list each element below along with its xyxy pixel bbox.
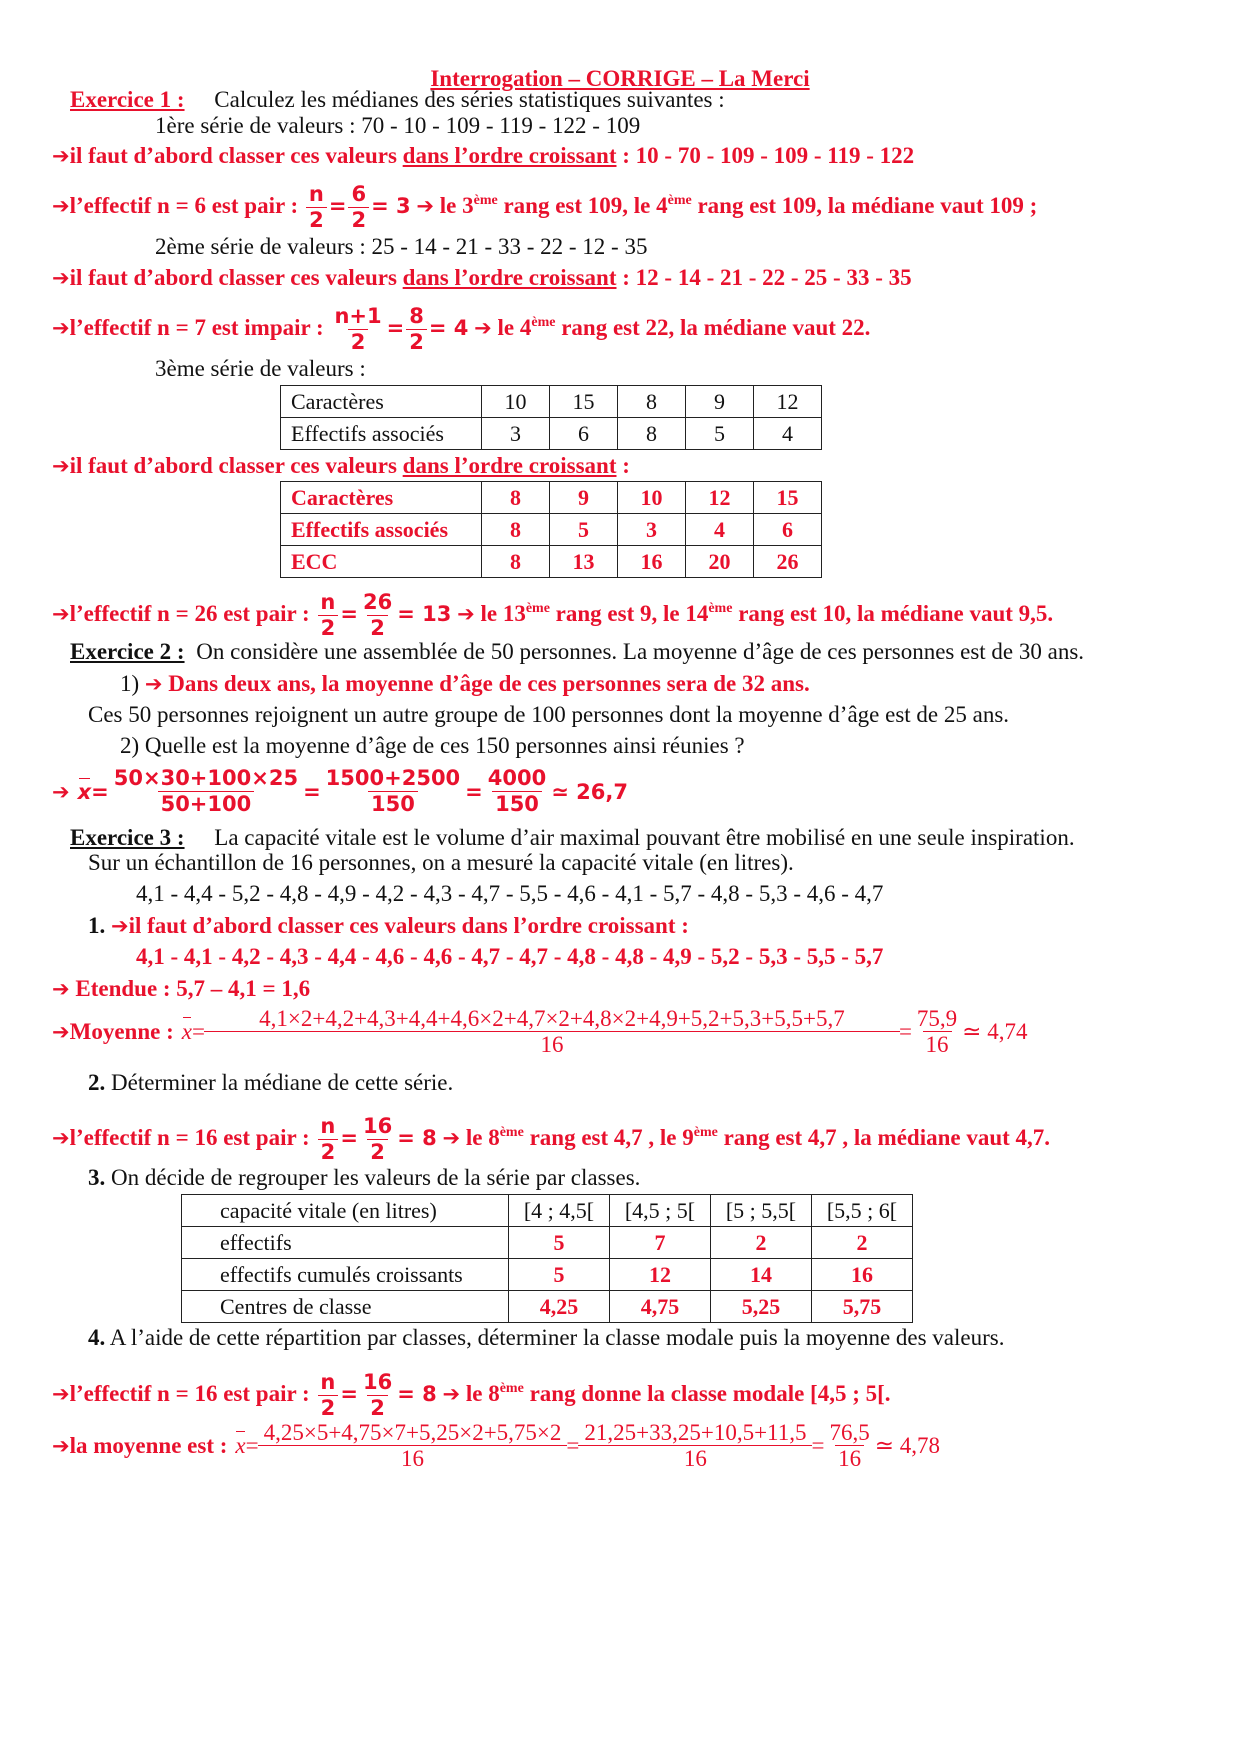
ex3-sorted: 4,1 - 4,1 - 4,2 - 4,3 - 4,4 - 4,6 - 4,6 - 4,7 - 4,7 - 4,8 - 4,8 - 4,9 - 5,2 - 5,3 - 5,5 - 5,7 bbox=[136, 944, 884, 969]
arrow-icon: ➔ bbox=[442, 1381, 461, 1406]
ex2-answer: ➔ x = $\frac{50\times 30+100\times 25}{50+100}$ = $\frac{1500+2500}{150}$ = $\frac{4000}{150}$ ≃ 26,7 bbox=[52, 766, 628, 816]
fraction: $\frac{4000}{150}$ bbox=[487, 766, 547, 816]
sorted-table bbox=[280, 481, 822, 578]
fraction: $\frac{75,9}{16}$ bbox=[916, 1006, 958, 1057]
arrow-icon: ➔ bbox=[52, 1381, 70, 1406]
ex3-q4: 4. A l’aide de cette répartition par classes, déterminer la classe modale puis la moyenne des valeurs. bbox=[88, 1325, 1005, 1350]
table-row: effectifs cumulés croissants 5 12 14 16 bbox=[182, 1259, 913, 1291]
ex3-q2: 2. Déterminer la médiane de cette série. bbox=[88, 1070, 454, 1095]
arrow-icon: ➔ bbox=[457, 601, 475, 626]
ex3-modale: ➔l’effectif n = 16 est pair : $\frac{n}{2}$ = $\frac{16}{2}$ = 8 ➔ le 8ème rang donne la classe modale [4,5 ; 5[. bbox=[52, 1370, 891, 1420]
fraction: $\frac{8}{2}$ bbox=[406, 304, 427, 355]
ex3-header bbox=[70, 824, 1075, 852]
arrow-icon: ➔ bbox=[111, 914, 129, 938]
ex2-header bbox=[70, 638, 1084, 666]
fraction: $\frac{n}{2}$ bbox=[317, 1114, 338, 1165]
fraction: $\frac{16}{2}$ bbox=[362, 1370, 393, 1420]
arrow-icon: ➔ bbox=[52, 315, 70, 340]
table-row: Centres de classe 4,25 4,75 5,25 5,75 bbox=[182, 1291, 913, 1323]
fraction: $\frac{4,25\times 5+4,75\times 7+5,25\times 2+5,75\times 2}{16}$ bbox=[261, 1420, 565, 1471]
arrow-icon: ➔ bbox=[52, 977, 70, 1001]
arrow-icon: ➔ bbox=[52, 454, 70, 478]
ex3-label: Exercice 3 : bbox=[70, 825, 185, 850]
ex1-s3-effectif: ➔l’effectif n = 26 est pair : $\frac{n}{2}$ = $\frac{26}{2}$ = 13 ➔ le 13ème rang est 9, le 14ème rang est 10, la médiane vaut 9,5. bbox=[52, 590, 1054, 640]
ex2-label: Exercice 2 : bbox=[70, 639, 185, 664]
ex2-statement: On considère une assemblée de 50 personnes. La moyenne d’âge de ces personnes est de 30 ans. bbox=[196, 639, 1085, 664]
ex3-values: 4,1 - 4,4 - 5,2 - 4,8 - 4,9 - 4,2 - 4,3 - 4,7 - 5,5 - 4,6 - 4,1 - 5,7 - 4,8 - 5,3 - 4,6 - 4,7 bbox=[136, 881, 884, 906]
arrow-icon: ➔ bbox=[52, 1019, 70, 1044]
ex3-etendue: ➔ Etendue : 5,7 – 4,1 = 1,6 bbox=[52, 976, 311, 1001]
ex2-q2: 2) Quelle est la moyenne d’âge de ces 150 personnes ainsi réunies ? bbox=[120, 733, 745, 758]
ex2-text: Ces 50 personnes rejoignent un autre groupe de 100 personnes dont la moyenne d’âge est de 25 ans. bbox=[88, 702, 1010, 727]
arrow-icon: ➔ bbox=[52, 1125, 70, 1150]
ex3-moyenne: ➔ Moyenne : x = $\frac{4,1\times 2+4,2+4,3+4,4+4,6\times 2+4,7\times 2+4,8\times 2+4,9+5,2+5,3+5,5+5,7}{16}$ = $\frac{75,9}{16}$ ≃ 4,74 bbox=[52, 1006, 1028, 1057]
ex3-q3: 3. On décide de regrouper les valeurs de la série par classes. bbox=[88, 1165, 641, 1190]
fraction: $\frac{n}{2}$ bbox=[306, 182, 327, 233]
ex1-s2-sort: ➔il faut d’abord classer ces valeurs dans l’ordre croissant : 12 - 14 - 21 - 22 - 25 - 33 - 35 bbox=[52, 265, 912, 290]
arrow-icon: ➔ bbox=[442, 1125, 461, 1150]
ex1-statement: Calculez les médianes des séries statistiques suivantes : bbox=[214, 87, 725, 112]
ex1-s1-effectif: ➔l’effectif n = 6 est pair : $\frac{n}{2}$ = $\frac{6}{2}$ = 3 ➔ le 3ème rang est 109, le 4ème rang est 109, la médiane vaut 109 ; bbox=[52, 182, 1038, 232]
series3-table bbox=[280, 385, 822, 450]
ex1-series1: 1ère série de valeurs : 70 - 10 - 109 - 119 - 122 - 109 bbox=[155, 113, 641, 138]
table-row: capacité vitale (en litres) [4 ; 4,5[ [4,5 ; 5[ [5 ; 5,5[ [5,5 ; 6[ bbox=[182, 1195, 913, 1227]
ex3-mediane: ➔l’effectif n = 16 est pair : $\frac{n}{2}$ = $\frac{16}{2}$ = 8 ➔ le 8ème rang est 4,7 , le 9ème rang est 4,7 , la médiane vaut 4,7. bbox=[52, 1114, 1051, 1164]
table-row: Caractères 10 15 8 9 12 bbox=[281, 386, 822, 418]
ex3-statement2: Sur un échantillon de 16 personnes, on a mesuré la capacité vitale (en litres). bbox=[88, 850, 794, 875]
arrow-icon: ➔ bbox=[52, 601, 70, 626]
ex2-q1: 1) ➔ Dans deux ans, la moyenne d’âge de ces personnes sera de 32 ans. bbox=[120, 671, 810, 696]
ex3-statement: La capacité vitale est le volume d’air maximal pouvant être mobilisé en une seule inspiration. bbox=[214, 825, 1075, 850]
ex1-series3: 3ème série de valeurs : bbox=[155, 356, 366, 381]
page-title: Interrogation – CORRIGE – La Merci bbox=[430, 66, 810, 91]
table-row: ECC 8 13 16 20 26 bbox=[281, 546, 822, 578]
fraction: $\frac{16}{2}$ bbox=[362, 1114, 393, 1164]
fraction: $\frac{n}{2}$ bbox=[317, 590, 338, 641]
arrow-icon: ➔ bbox=[474, 315, 492, 340]
ex1-series2: 2ème série de valeurs : 25 - 14 - 21 - 33 - 22 - 12 - 35 bbox=[155, 234, 648, 259]
ex1-header bbox=[70, 86, 725, 114]
fraction: $\frac{n+1}{2}$ bbox=[334, 304, 382, 354]
fraction: $\frac{6}{2}$ bbox=[348, 182, 369, 233]
fraction: $\frac{76,5}{16}$ bbox=[829, 1420, 870, 1471]
classes-table bbox=[181, 1194, 913, 1323]
fraction: $\frac{50\times 30+100\times 25}{50+100}$ bbox=[113, 766, 299, 816]
fraction: $\frac{21,25+33,25+10,5+11,5}{16}$ bbox=[581, 1420, 809, 1471]
ex1-s1-sort: ➔il faut d’abord classer ces valeurs dans l’ordre croissant : 10 - 70 - 109 - 109 - 119 - 122 bbox=[52, 143, 915, 168]
table-row: Effectifs associés 8 5 3 4 6 bbox=[281, 514, 822, 546]
ex1-s2-effectif: ➔l’effectif n = 7 est impair : $\frac{n+1}{2}$ = $\frac{8}{2}$ = 4 ➔ le 4ème rang est 22, la médiane vaut 22. bbox=[52, 304, 871, 354]
fraction: $\frac{26}{2}$ bbox=[362, 590, 393, 640]
fraction: $\frac{4,1\times 2+4,2+4,3+4,4+4,6\times 2+4,7\times 2+4,8\times 2+4,9+5,2+5,3+5,5+5,7}{16}$ bbox=[207, 1006, 897, 1057]
arrow-icon: ➔ bbox=[416, 193, 434, 218]
arrow-icon: ➔ bbox=[144, 672, 163, 696]
ex3-q1: 1. ➔il faut d’abord classer ces valeurs dans l’ordre croissant : bbox=[88, 913, 689, 938]
fraction: $\frac{1500+2500}{150}$ bbox=[325, 766, 461, 816]
ex1-label: Exercice 1 : bbox=[70, 87, 185, 112]
arrow-icon: ➔ bbox=[52, 144, 70, 168]
fraction: $\frac{n}{2}$ bbox=[317, 1370, 338, 1421]
arrow-icon: ➔ bbox=[52, 1433, 70, 1458]
ex1-s3-sort: ➔il faut d’abord classer ces valeurs dans l’ordre croissant : bbox=[52, 453, 630, 478]
arrow-icon: ➔ bbox=[52, 266, 70, 290]
table-row: Effectifs associés 3 6 8 5 4 bbox=[281, 418, 822, 450]
table-row: Caractères 8 9 10 12 15 bbox=[281, 482, 822, 514]
arrow-icon: ➔ bbox=[52, 193, 70, 218]
arrow-icon: ➔ bbox=[52, 779, 70, 804]
table-row: effectifs 5 7 2 2 bbox=[182, 1227, 913, 1259]
ex3-moyenne-classes: ➔ la moyenne est : x = $\frac{4,25\times 5+4,75\times 7+5,25\times 2+5,75\times 2}{16}$ = $\frac{21,25+33,25+10,5+11,5}{16}$ = $\frac{76,5}{16}$ ≃ 4,78 bbox=[52, 1420, 940, 1471]
